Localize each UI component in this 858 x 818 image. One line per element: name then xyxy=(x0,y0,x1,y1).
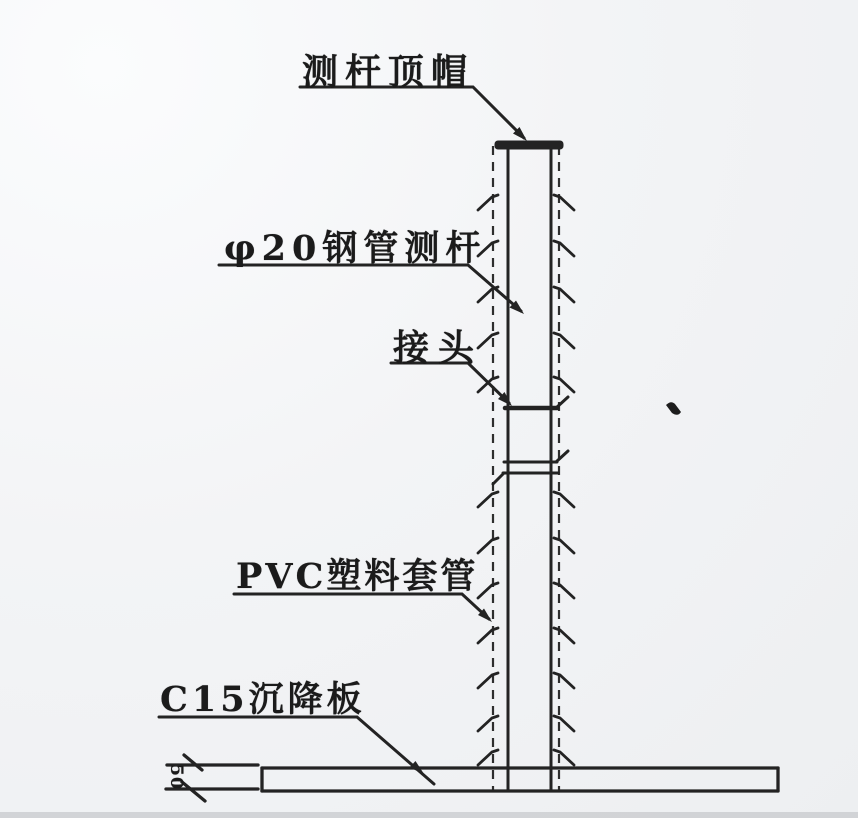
joint-hook-mid-right xyxy=(556,451,568,462)
leader-plate xyxy=(159,717,434,784)
dimension-plate-thickness: 50 xyxy=(166,764,186,790)
stray-ink-mark xyxy=(666,402,681,415)
rod-top-cap-shape xyxy=(495,141,564,150)
label-top-cap: 测杆顶帽 xyxy=(302,51,475,93)
joint-hook-bottom-left xyxy=(493,473,504,484)
scan-artifact-band xyxy=(0,812,858,818)
label-joint: 接头 xyxy=(393,327,484,369)
leader-rod xyxy=(219,265,521,311)
label-steel-rod: φ20钢管测杆 xyxy=(224,228,487,269)
label-settlement-plate: C15沉降板 xyxy=(160,679,366,720)
joint-hook-top-right xyxy=(556,397,568,408)
label-pvc-casing: PVC塑料套管 xyxy=(236,556,479,597)
dim-tick-top xyxy=(184,755,202,770)
